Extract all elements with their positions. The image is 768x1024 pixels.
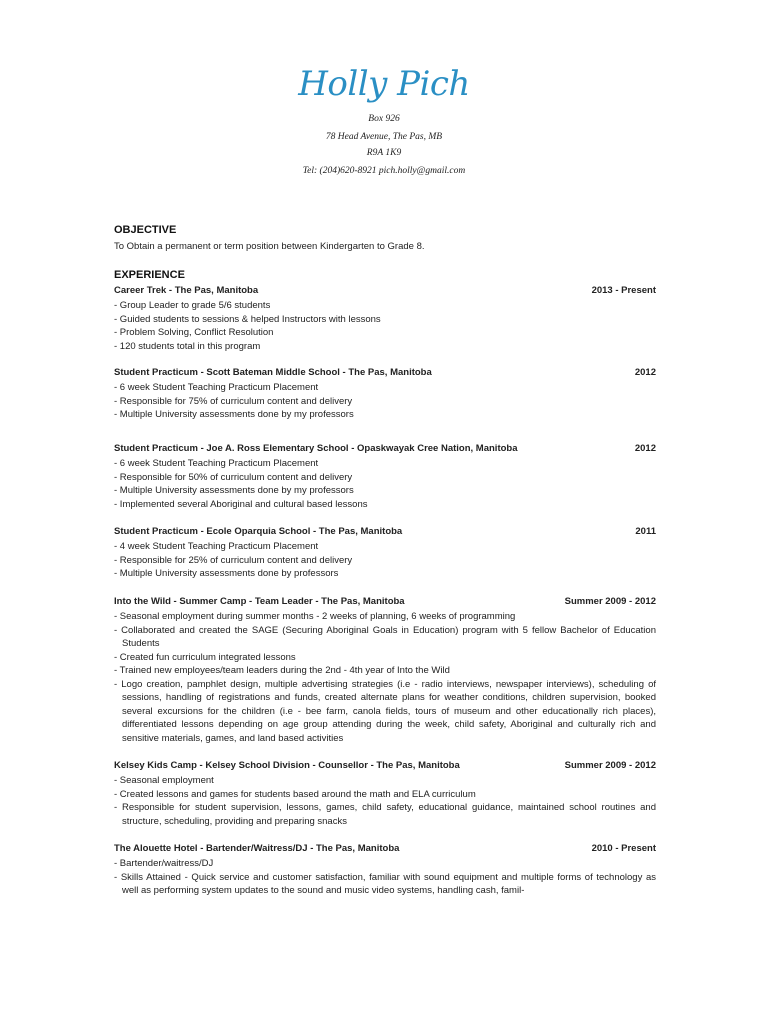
job-title: Student Practicum - Ecole Oparquia School - The Pas, Manitoba [114, 526, 403, 537]
job-entry [114, 526, 656, 581]
job-bullet: - Logo creation, pamphlet design, multiple advertising strategies (i.e - radio interviews, newspaper interviews), scheduling of sessions, handling of registrations and funds, created alternate plans for weather conditions, children supervision, booked several excursions for the children (i.e - bee farm, canola fields, tours of museum and other educationally rich places), differentiated lessons depending on age group attending during the week, child safety, Aboriginal and culturally rich and sensitive materials, games, and land based activities [114, 678, 656, 744]
job-bullet: - Problem Solving, Conflict Resolution [114, 327, 274, 338]
job-entry [114, 760, 656, 828]
job-bullet: - Multiple University assessments done by professors [114, 568, 339, 579]
experience-heading: EXPERIENCE [114, 269, 185, 281]
job-bullet: - Trained new employees/team leaders during the 2nd - 4th year of Into the Wild [114, 665, 450, 676]
job-bullet: - Multiple University assessments done by my professors [114, 485, 354, 496]
job-title: Career Trek - The Pas, Manitoba [114, 285, 259, 296]
resume-name: Holly Pich [298, 64, 470, 104]
job-bullet: - Implemented several Aboriginal and cultural based lessons [114, 498, 368, 510]
contact-line: Tel: (204)620-8921 pich.holly@gmail.com [302, 166, 466, 176]
job-bullet: - Responsible for 25% of curriculum content and delivery [114, 554, 353, 566]
job-bullet: - Responsible for 75% of curriculum content and delivery [114, 395, 353, 407]
job-entry [114, 367, 656, 422]
job-date: 2013 - Present [591, 285, 656, 296]
job-entry [114, 285, 656, 353]
job-title: Student Practicum - Joe A. Ross Elementary School - Opaskwayak Cree Nation, Manitoba [114, 443, 518, 454]
address-line-3: R9A 1K9 [366, 148, 402, 158]
job-bullet: - Seasonal employment [114, 775, 214, 786]
address-line-1: Box 926 [368, 114, 400, 124]
job-bullet: - Multiple University assessments done by my professors [114, 409, 354, 420]
job-bullet: - Responsible for student supervision, lessons, games, child safety, educational guidance, maintained school routines and structure, scheduling, providing and preparing snacks [114, 802, 656, 827]
job-date: 2012 [634, 443, 656, 454]
job-bullet: - Created fun curriculum integrated lessons [114, 651, 296, 663]
job-bullet: - Skills Attained - Quick service and customer satisfaction, familiar with sound equipment and multiple forms of technology as well as performing system updates to the sound and music video systems, handling cash, famil- [114, 871, 656, 896]
job-entry [114, 843, 656, 898]
job-bullet: - Group Leader to grade 5/6 students [114, 300, 271, 311]
objective-heading: OBJECTIVE [114, 224, 177, 236]
job-title: Student Practicum - Scott Bateman Middle School - The Pas, Manitoba [114, 367, 432, 378]
address-line-2: 78 Head Avenue, The Pas, MB [325, 132, 443, 142]
job-title: The Alouette Hotel - Bartender/Waitress/DJ - The Pas, Manitoba [114, 843, 400, 854]
job-bullet: - 6 week Student Teaching Practicum Placement [114, 382, 319, 393]
job-bullet: - 6 week Student Teaching Practicum Placement [114, 458, 319, 469]
job-title: Into the Wild - Summer Camp - Team Leader - The Pas, Manitoba [114, 596, 405, 607]
job-entry [114, 443, 656, 511]
job-bullet: - Seasonal employment during summer months - 2 weeks of planning, 6 weeks of programming [114, 611, 516, 622]
job-date: 2011 [635, 526, 656, 537]
job-date: 2012 [634, 367, 656, 378]
job-bullet: - 120 students total in this program [114, 340, 261, 352]
job-bullet: - Responsible for 50% of curriculum content and delivery [114, 471, 353, 483]
job-bullet: - Created lessons and games for students based around the math and ELA curriculum [114, 788, 476, 800]
job-bullet: - Guided students to sessions & helped Instructors with lessons [114, 313, 381, 325]
job-bullet: - Collaborated and created the SAGE (Securing Aboriginal Goals in Education) program with 5 fellow Bachelor of Education Students [114, 624, 656, 649]
job-bullet: - 4 week Student Teaching Practicum Placement [114, 541, 319, 552]
job-entry [114, 596, 656, 745]
job-title: Kelsey Kids Camp - Kelsey School Division - Counsellor - The Pas, Manitoba [114, 760, 460, 771]
job-bullet: - Bartender/waitress/DJ [114, 858, 214, 869]
job-date: 2010 - Present [591, 843, 656, 854]
objective-text: To Obtain a permanent or term position between Kindergarten to Grade 8. [114, 241, 425, 252]
job-date: Summer 2009 - 2012 [564, 760, 656, 771]
job-date: Summer 2009 - 2012 [564, 596, 656, 607]
